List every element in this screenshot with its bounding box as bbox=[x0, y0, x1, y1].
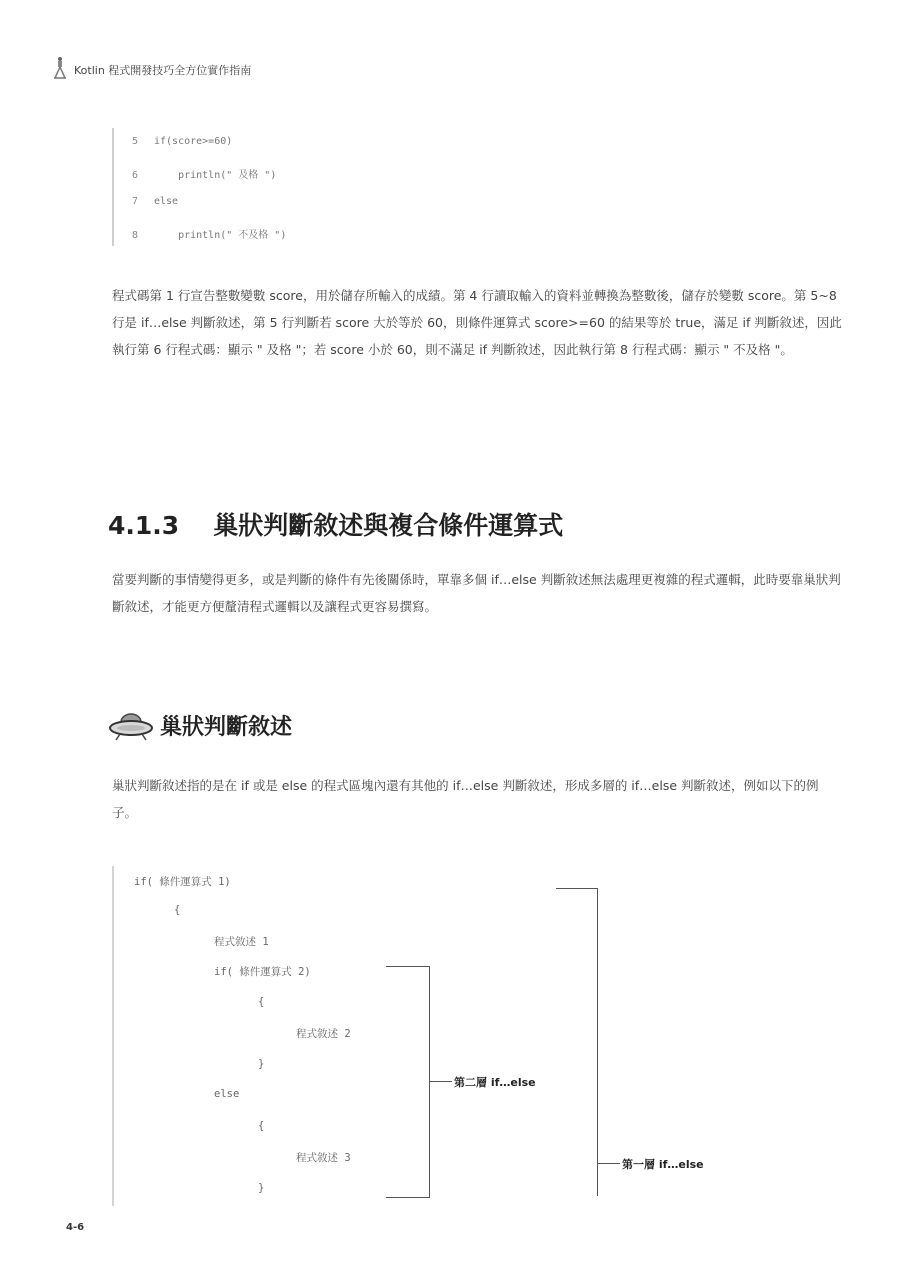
inner-if-label: 第二層 if…else bbox=[454, 1076, 536, 1089]
page-number: 4-6 bbox=[66, 1222, 85, 1233]
code-text: if(score>=60) bbox=[154, 136, 233, 147]
code-text: println(" 及格 ") bbox=[154, 170, 277, 181]
code-line bbox=[132, 166, 276, 181]
body-paragraph: 程式碼第 1 行宣告整數變數 score，用於儲存所輸入的成績。第 4 行讀取輸入的資料並轉換為整數後，儲存於變數 score。第 5~8 行是 if…else 判斷敘述，第 5 行判斷若 score 大於等於 60，則條件運算式 score>=60 的結果等於 true，滿足 if 判斷敘述，因此執行第 6 行程式碼：顯示 " 及格 "；若 score 小於 60，則不滿足 if 判斷敘述，因此執行第 8 行程式碼：顯示 " 不及格 "。 bbox=[112, 288, 842, 357]
outer-bracket-side bbox=[597, 888, 598, 1196]
diagram-line: } bbox=[258, 1058, 265, 1070]
section-title: 巢狀判斷敘述與複合條件運算式 bbox=[213, 511, 564, 540]
diagram-line: } bbox=[258, 1182, 265, 1194]
outer-if-label: 第一層 if…else bbox=[622, 1158, 704, 1171]
diagram-line: else bbox=[214, 1088, 240, 1100]
section-number: 4.1.3 bbox=[108, 511, 180, 540]
diagram-line: 程式敘述 2 bbox=[296, 1028, 351, 1040]
inner-bracket-pointer bbox=[430, 1081, 452, 1082]
code-line bbox=[132, 196, 178, 207]
code-text: else bbox=[154, 196, 179, 207]
ufo-icon bbox=[108, 708, 154, 744]
inner-bracket-bottom bbox=[386, 1197, 430, 1198]
body-paragraph: 當要判斷的事情變得更多，或是判斷的條件有先後關係時，單靠多個 if…else 判斷敘述無法處理更複雜的程式邏輯，此時要靠巢狀判斷敘述，才能更方便釐清程式邏輯以及讓程式更容易撰寫。 bbox=[112, 572, 841, 614]
body-paragraph: 巢狀判斷敘述指的是在 if 或是 else 的程式區塊內還有其他的 if…else 判斷敘述，形成多層的 if…else 判斷敘述，例如以下的例子。 bbox=[112, 778, 819, 820]
inner-bracket-top bbox=[386, 966, 430, 967]
code-block bbox=[112, 128, 414, 246]
nested-if-diagram bbox=[112, 866, 814, 1206]
line-number: 6 bbox=[132, 170, 139, 181]
line-number: 7 bbox=[132, 196, 139, 207]
line-number: 5 bbox=[132, 136, 139, 147]
diagram-line: { bbox=[258, 996, 265, 1008]
ufo-header-icon bbox=[52, 56, 68, 80]
diagram-line: { bbox=[174, 904, 181, 916]
diagram-line: if( 條件運算式 1) bbox=[134, 876, 231, 888]
subsection-title: 巢狀判斷敘述 bbox=[160, 715, 293, 740]
outer-bracket-pointer bbox=[598, 1163, 620, 1164]
code-text: println(" 不及格 ") bbox=[154, 230, 287, 241]
line-number: 8 bbox=[132, 230, 139, 241]
diagram-line: { bbox=[258, 1120, 265, 1132]
code-line bbox=[132, 226, 286, 241]
section-heading bbox=[108, 506, 563, 542]
running-header: Kotlin 程式開發技巧全方位實作指南 bbox=[74, 64, 252, 77]
outer-bracket-top bbox=[556, 888, 598, 889]
diagram-line: 程式敘述 3 bbox=[296, 1152, 351, 1164]
diagram-line: 程式敘述 1 bbox=[214, 936, 269, 948]
inner-bracket-side bbox=[429, 966, 430, 1198]
diagram-line: if( 條件運算式 2) bbox=[214, 966, 311, 978]
code-line bbox=[132, 136, 232, 147]
